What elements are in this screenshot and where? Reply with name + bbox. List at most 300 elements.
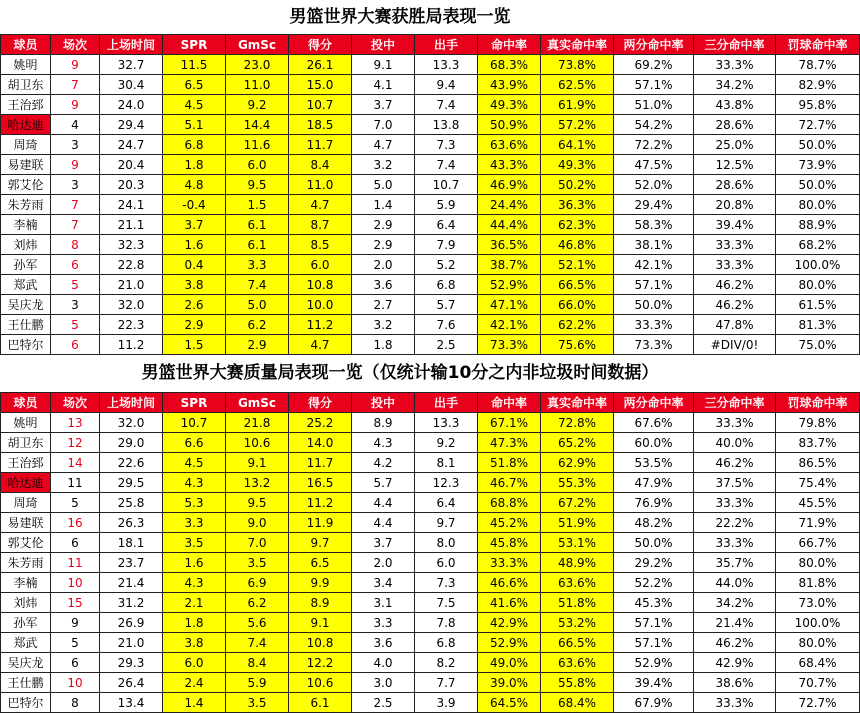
- header-fg-pct: 命中率: [478, 35, 541, 55]
- cell-two-pct: 57.1%: [614, 613, 694, 633]
- cell-gmsc: 7.4: [226, 633, 289, 653]
- cell-spr: 3.8: [163, 633, 226, 653]
- cell-gmsc: 1.5: [226, 195, 289, 215]
- cell-two-pct: 67.6%: [614, 413, 694, 433]
- cell-two-pct: 57.1%: [614, 75, 694, 95]
- table-row: [1, 95, 860, 115]
- cell-spr: 4.5: [163, 95, 226, 115]
- cell-three-pct: 33.3%: [694, 235, 776, 255]
- cell-ts-pct: 67.2%: [541, 493, 614, 513]
- wins-stats-table: [0, 34, 860, 355]
- wins-header-row: [1, 35, 860, 55]
- cell-player-name: 周琦: [1, 493, 51, 513]
- cell-spr: 2.4: [163, 673, 226, 693]
- cell-games: 10: [51, 673, 100, 693]
- cell-fg-made: 3.6: [352, 633, 415, 653]
- cell-points: 10.0: [289, 295, 352, 315]
- table-row: [1, 255, 860, 275]
- cell-fg-attempts: 13.3: [415, 413, 478, 433]
- cell-points: 8.5: [289, 235, 352, 255]
- cell-player-name: 王仕鹏: [1, 673, 51, 693]
- table-row: [1, 215, 860, 235]
- cell-gmsc: 9.1: [226, 453, 289, 473]
- cell-minutes: 29.5: [100, 473, 163, 493]
- cell-ts-pct: 51.9%: [541, 513, 614, 533]
- cell-games: 6: [51, 533, 100, 553]
- cell-games: 9: [51, 613, 100, 633]
- table-row: [1, 613, 860, 633]
- cell-points: 18.5: [289, 115, 352, 135]
- cell-games: 8: [51, 693, 100, 713]
- cell-fg-pct: 46.7%: [478, 473, 541, 493]
- cell-points: 11.2: [289, 315, 352, 335]
- cell-three-pct: 40.0%: [694, 433, 776, 453]
- cell-ft-pct: 79.8%: [776, 413, 860, 433]
- cell-spr: 4.3: [163, 473, 226, 493]
- cell-fg-pct: 49.3%: [478, 95, 541, 115]
- cell-three-pct: 35.7%: [694, 553, 776, 573]
- cell-games: 9: [51, 55, 100, 75]
- cell-points: 8.9: [289, 593, 352, 613]
- cell-minutes: 29.4: [100, 115, 163, 135]
- cell-minutes: 32.7: [100, 55, 163, 75]
- cell-three-pct: 33.3%: [694, 533, 776, 553]
- header-player-name: 球员: [1, 35, 51, 55]
- cell-spr: 2.6: [163, 295, 226, 315]
- cell-points: 6.5: [289, 553, 352, 573]
- cell-fg-made: 3.4: [352, 573, 415, 593]
- cell-fg-attempts: 10.7: [415, 175, 478, 195]
- cell-three-pct: 42.9%: [694, 653, 776, 673]
- cell-three-pct: 20.8%: [694, 195, 776, 215]
- cell-three-pct: 44.0%: [694, 573, 776, 593]
- header-gmsc: GmSc: [226, 35, 289, 55]
- cell-ts-pct: 49.3%: [541, 155, 614, 175]
- cell-player-name: 李楠: [1, 573, 51, 593]
- cell-spr: 1.6: [163, 553, 226, 573]
- cell-two-pct: 58.3%: [614, 215, 694, 235]
- cell-minutes: 13.4: [100, 693, 163, 713]
- cell-player-name: 朱芳雨: [1, 553, 51, 573]
- cell-minutes: 32.0: [100, 295, 163, 315]
- cell-ts-pct: 62.9%: [541, 453, 614, 473]
- cell-points: 10.8: [289, 275, 352, 295]
- cell-fg-attempts: 7.7: [415, 673, 478, 693]
- cell-player-name: 姚明: [1, 413, 51, 433]
- cell-minutes: 21.0: [100, 275, 163, 295]
- cell-three-pct: 33.3%: [694, 55, 776, 75]
- cell-two-pct: 54.2%: [614, 115, 694, 135]
- cell-games: 8: [51, 235, 100, 255]
- cell-fg-attempts: 3.9: [415, 693, 478, 713]
- cell-ft-pct: 75.4%: [776, 473, 860, 493]
- cell-games: 6: [51, 653, 100, 673]
- cell-minutes: 21.4: [100, 573, 163, 593]
- header-fg-made: 投中: [352, 393, 415, 413]
- cell-minutes: 23.7: [100, 553, 163, 573]
- cell-player-name: 郑武: [1, 275, 51, 295]
- cell-fg-pct: 47.1%: [478, 295, 541, 315]
- cell-fg-pct: 45.8%: [478, 533, 541, 553]
- cell-ts-pct: 66.5%: [541, 275, 614, 295]
- cell-ft-pct: 68.4%: [776, 653, 860, 673]
- cell-ft-pct: 81.3%: [776, 315, 860, 335]
- cell-fg-made: 4.1: [352, 75, 415, 95]
- cell-fg-pct: 43.9%: [478, 75, 541, 95]
- cell-three-pct: 37.5%: [694, 473, 776, 493]
- cell-gmsc: 13.2: [226, 473, 289, 493]
- cell-gmsc: 5.0: [226, 295, 289, 315]
- cell-spr: 1.6: [163, 235, 226, 255]
- header-games: 场次: [51, 393, 100, 413]
- cell-ts-pct: 57.2%: [541, 115, 614, 135]
- cell-games: 13: [51, 413, 100, 433]
- cell-fg-made: 2.7: [352, 295, 415, 315]
- cell-ft-pct: 83.7%: [776, 433, 860, 453]
- cell-two-pct: 50.0%: [614, 295, 694, 315]
- cell-fg-pct: 52.9%: [478, 275, 541, 295]
- header-spr: SPR: [163, 393, 226, 413]
- cell-fg-attempts: 8.1: [415, 453, 478, 473]
- cell-spr: 2.9: [163, 315, 226, 335]
- cell-points: 6.0: [289, 255, 352, 275]
- cell-two-pct: 76.9%: [614, 493, 694, 513]
- cell-fg-made: 4.4: [352, 513, 415, 533]
- cell-fg-pct: 46.9%: [478, 175, 541, 195]
- cell-minutes: 26.3: [100, 513, 163, 533]
- cell-gmsc: 6.2: [226, 593, 289, 613]
- cell-minutes: 24.1: [100, 195, 163, 215]
- table-row: [1, 195, 860, 215]
- header-minutes: 上场时间: [100, 393, 163, 413]
- cell-games: 10: [51, 573, 100, 593]
- cell-fg-pct: 51.8%: [478, 453, 541, 473]
- cell-gmsc: 9.5: [226, 175, 289, 195]
- cell-three-pct: 25.0%: [694, 135, 776, 155]
- cell-player-name: 周琦: [1, 135, 51, 155]
- cell-spr: 0.4: [163, 255, 226, 275]
- cell-gmsc: 6.2: [226, 315, 289, 335]
- cell-spr: 4.3: [163, 573, 226, 593]
- quality-section: [0, 355, 848, 713]
- cell-ft-pct: 72.7%: [776, 115, 860, 135]
- cell-ts-pct: 64.1%: [541, 135, 614, 155]
- cell-three-pct: 46.2%: [694, 295, 776, 315]
- cell-player-name: 孙军: [1, 255, 51, 275]
- cell-spr: 2.1: [163, 593, 226, 613]
- cell-gmsc: 5.6: [226, 613, 289, 633]
- cell-two-pct: 53.5%: [614, 453, 694, 473]
- cell-fg-pct: 64.5%: [478, 693, 541, 713]
- cell-player-name: 郑武: [1, 633, 51, 653]
- cell-fg-pct: 36.5%: [478, 235, 541, 255]
- cell-fg-attempts: 9.4: [415, 75, 478, 95]
- cell-two-pct: 47.9%: [614, 473, 694, 493]
- cell-points: 9.9: [289, 573, 352, 593]
- table-row: [1, 315, 860, 335]
- cell-fg-attempts: 7.8: [415, 613, 478, 633]
- cell-fg-pct: 49.0%: [478, 653, 541, 673]
- cell-points: 12.2: [289, 653, 352, 673]
- cell-points: 11.7: [289, 453, 352, 473]
- table-row: [1, 533, 860, 553]
- cell-fg-attempts: 6.4: [415, 215, 478, 235]
- cell-ts-pct: 61.9%: [541, 95, 614, 115]
- header-ft-pct: 罚球命中率: [776, 393, 860, 413]
- cell-ft-pct: 81.8%: [776, 573, 860, 593]
- cell-points: 10.7: [289, 95, 352, 115]
- cell-points: 16.5: [289, 473, 352, 493]
- wins-table-title: 男篮世界大赛获胜局表现一览: [289, 7, 511, 27]
- cell-minutes: 29.3: [100, 653, 163, 673]
- cell-fg-made: 3.7: [352, 533, 415, 553]
- quality-header-row: [1, 393, 860, 413]
- cell-ts-pct: 63.6%: [541, 573, 614, 593]
- cell-fg-attempts: 6.8: [415, 275, 478, 295]
- cell-ft-pct: 100.0%: [776, 255, 860, 275]
- cell-gmsc: 6.9: [226, 573, 289, 593]
- table-row: [1, 473, 860, 493]
- cell-fg-attempts: 5.9: [415, 195, 478, 215]
- cell-two-pct: 38.1%: [614, 235, 694, 255]
- cell-spr: 10.7: [163, 413, 226, 433]
- cell-two-pct: 29.2%: [614, 553, 694, 573]
- cell-ts-pct: 36.3%: [541, 195, 614, 215]
- cell-spr: 3.3: [163, 513, 226, 533]
- cell-ts-pct: 62.5%: [541, 75, 614, 95]
- cell-fg-made: 2.0: [352, 553, 415, 573]
- cell-player-name: 郭艾伦: [1, 175, 51, 195]
- cell-minutes: 22.6: [100, 453, 163, 473]
- cell-minutes: 24.7: [100, 135, 163, 155]
- cell-fg-pct: 68.3%: [478, 55, 541, 75]
- wins-section: [0, 0, 848, 355]
- cell-fg-attempts: 7.9: [415, 235, 478, 255]
- cell-three-pct: #DIV/0!: [694, 335, 776, 355]
- cell-ts-pct: 46.8%: [541, 235, 614, 255]
- cell-spr: 3.7: [163, 215, 226, 235]
- cell-ft-pct: 50.0%: [776, 135, 860, 155]
- cell-minutes: 32.0: [100, 413, 163, 433]
- cell-two-pct: 57.1%: [614, 275, 694, 295]
- cell-ts-pct: 62.2%: [541, 315, 614, 335]
- cell-gmsc: 6.0: [226, 155, 289, 175]
- quality-stats-table: [0, 392, 860, 713]
- cell-ts-pct: 72.8%: [541, 413, 614, 433]
- cell-fg-pct: 41.6%: [478, 593, 541, 613]
- cell-minutes: 18.1: [100, 533, 163, 553]
- cell-spr: 1.8: [163, 613, 226, 633]
- cell-gmsc: 3.3: [226, 255, 289, 275]
- cell-ft-pct: 88.9%: [776, 215, 860, 235]
- cell-minutes: 29.0: [100, 433, 163, 453]
- cell-ft-pct: 45.5%: [776, 493, 860, 513]
- cell-games: 5: [51, 315, 100, 335]
- cell-fg-made: 3.6: [352, 275, 415, 295]
- header-two-pct: 两分命中率: [614, 393, 694, 413]
- cell-fg-attempts: 2.5: [415, 335, 478, 355]
- cell-player-name: 朱芳雨: [1, 195, 51, 215]
- cell-games: 5: [51, 493, 100, 513]
- cell-fg-made: 2.9: [352, 235, 415, 255]
- cell-three-pct: 28.6%: [694, 175, 776, 195]
- cell-player-name: 李楠: [1, 215, 51, 235]
- cell-spr: 11.5: [163, 55, 226, 75]
- cell-three-pct: 38.6%: [694, 673, 776, 693]
- cell-player-name: 易建联: [1, 513, 51, 533]
- cell-fg-attempts: 6.0: [415, 553, 478, 573]
- cell-gmsc: 11.0: [226, 75, 289, 95]
- cell-fg-made: 3.0: [352, 673, 415, 693]
- cell-ft-pct: 61.5%: [776, 295, 860, 315]
- cell-gmsc: 21.8: [226, 413, 289, 433]
- cell-points: 8.4: [289, 155, 352, 175]
- cell-player-name: 刘炜: [1, 593, 51, 613]
- cell-spr: 6.6: [163, 433, 226, 453]
- cell-ts-pct: 68.4%: [541, 693, 614, 713]
- cell-minutes: 21.1: [100, 215, 163, 235]
- cell-two-pct: 52.0%: [614, 175, 694, 195]
- cell-points: 10.8: [289, 633, 352, 653]
- cell-games: 3: [51, 175, 100, 195]
- cell-games: 11: [51, 473, 100, 493]
- cell-two-pct: 33.3%: [614, 315, 694, 335]
- cell-gmsc: 9.0: [226, 513, 289, 533]
- cell-ts-pct: 55.8%: [541, 673, 614, 693]
- table-row: [1, 155, 860, 175]
- cell-ft-pct: 73.0%: [776, 593, 860, 613]
- cell-fg-made: 4.3: [352, 433, 415, 453]
- table-row: [1, 275, 860, 295]
- cell-gmsc: 6.1: [226, 215, 289, 235]
- cell-fg-made: 3.3: [352, 613, 415, 633]
- cell-fg-attempts: 12.3: [415, 473, 478, 493]
- cell-points: 6.1: [289, 693, 352, 713]
- cell-fg-attempts: 6.8: [415, 633, 478, 653]
- cell-two-pct: 47.5%: [614, 155, 694, 175]
- cell-two-pct: 52.9%: [614, 653, 694, 673]
- cell-three-pct: 46.2%: [694, 633, 776, 653]
- cell-games: 16: [51, 513, 100, 533]
- cell-two-pct: 45.3%: [614, 593, 694, 613]
- cell-ts-pct: 66.5%: [541, 633, 614, 653]
- cell-two-pct: 51.0%: [614, 95, 694, 115]
- cell-ts-pct: 65.2%: [541, 433, 614, 453]
- cell-three-pct: 34.2%: [694, 75, 776, 95]
- cell-ft-pct: 86.5%: [776, 453, 860, 473]
- cell-ts-pct: 62.3%: [541, 215, 614, 235]
- cell-points: 10.6: [289, 673, 352, 693]
- cell-fg-pct: 47.3%: [478, 433, 541, 453]
- cell-two-pct: 50.0%: [614, 533, 694, 553]
- cell-three-pct: 21.4%: [694, 613, 776, 633]
- cell-games: 14: [51, 453, 100, 473]
- cell-three-pct: 39.4%: [694, 215, 776, 235]
- cell-games: 7: [51, 215, 100, 235]
- cell-ts-pct: 52.1%: [541, 255, 614, 275]
- cell-minutes: 26.4: [100, 673, 163, 693]
- cell-ts-pct: 63.6%: [541, 653, 614, 673]
- cell-fg-pct: 42.1%: [478, 315, 541, 335]
- cell-ft-pct: 68.2%: [776, 235, 860, 255]
- cell-fg-made: 1.4: [352, 195, 415, 215]
- cell-player-name: 易建联: [1, 155, 51, 175]
- cell-player-name: 胡卫东: [1, 75, 51, 95]
- cell-gmsc: 3.5: [226, 553, 289, 573]
- cell-fg-attempts: 6.4: [415, 493, 478, 513]
- cell-points: 25.2: [289, 413, 352, 433]
- cell-points: 9.7: [289, 533, 352, 553]
- cell-ft-pct: 78.7%: [776, 55, 860, 75]
- cell-two-pct: 72.2%: [614, 135, 694, 155]
- table-row: [1, 335, 860, 355]
- cell-two-pct: 67.9%: [614, 693, 694, 713]
- cell-ts-pct: 55.3%: [541, 473, 614, 493]
- cell-ft-pct: 80.0%: [776, 275, 860, 295]
- cell-ts-pct: 75.6%: [541, 335, 614, 355]
- cell-spr: 4.5: [163, 453, 226, 473]
- table-row: [1, 135, 860, 155]
- cell-points: 26.1: [289, 55, 352, 75]
- cell-three-pct: 33.3%: [694, 255, 776, 275]
- header-points: 得分: [289, 35, 352, 55]
- cell-points: 11.9: [289, 513, 352, 533]
- header-two-pct: 两分命中率: [614, 35, 694, 55]
- cell-games: 9: [51, 95, 100, 115]
- cell-fg-attempts: 8.2: [415, 653, 478, 673]
- header-three-pct: 三分命中率: [694, 393, 776, 413]
- cell-fg-attempts: 7.6: [415, 315, 478, 335]
- cell-ft-pct: 66.7%: [776, 533, 860, 553]
- cell-gmsc: 9.5: [226, 493, 289, 513]
- table-row: [1, 175, 860, 195]
- cell-spr: 1.4: [163, 693, 226, 713]
- cell-two-pct: 42.1%: [614, 255, 694, 275]
- header-fg-made: 投中: [352, 35, 415, 55]
- table-row: [1, 693, 860, 713]
- cell-fg-attempts: 7.5: [415, 593, 478, 613]
- cell-fg-made: 3.2: [352, 315, 415, 335]
- cell-player-name: 王治郅: [1, 453, 51, 473]
- cell-player-name: 胡卫东: [1, 433, 51, 453]
- cell-gmsc: 10.6: [226, 433, 289, 453]
- cell-fg-made: 7.0: [352, 115, 415, 135]
- cell-fg-pct: 73.3%: [478, 335, 541, 355]
- cell-games: 5: [51, 633, 100, 653]
- cell-games: 4: [51, 115, 100, 135]
- cell-spr: 1.5: [163, 335, 226, 355]
- cell-fg-attempts: 13.8: [415, 115, 478, 135]
- cell-ts-pct: 53.1%: [541, 533, 614, 553]
- table-row: [1, 573, 860, 593]
- cell-games: 9: [51, 155, 100, 175]
- cell-fg-pct: 44.4%: [478, 215, 541, 235]
- cell-fg-made: 4.0: [352, 653, 415, 673]
- cell-spr: 5.3: [163, 493, 226, 513]
- cell-fg-pct: 45.2%: [478, 513, 541, 533]
- cell-three-pct: 46.2%: [694, 275, 776, 295]
- cell-points: 11.2: [289, 493, 352, 513]
- cell-fg-attempts: 7.4: [415, 95, 478, 115]
- table-row: [1, 513, 860, 533]
- header-fg-pct: 命中率: [478, 393, 541, 413]
- cell-ft-pct: 70.7%: [776, 673, 860, 693]
- cell-games: 7: [51, 195, 100, 215]
- cell-minutes: 24.0: [100, 95, 163, 115]
- cell-gmsc: 9.2: [226, 95, 289, 115]
- cell-fg-pct: 63.6%: [478, 135, 541, 155]
- cell-gmsc: 3.5: [226, 693, 289, 713]
